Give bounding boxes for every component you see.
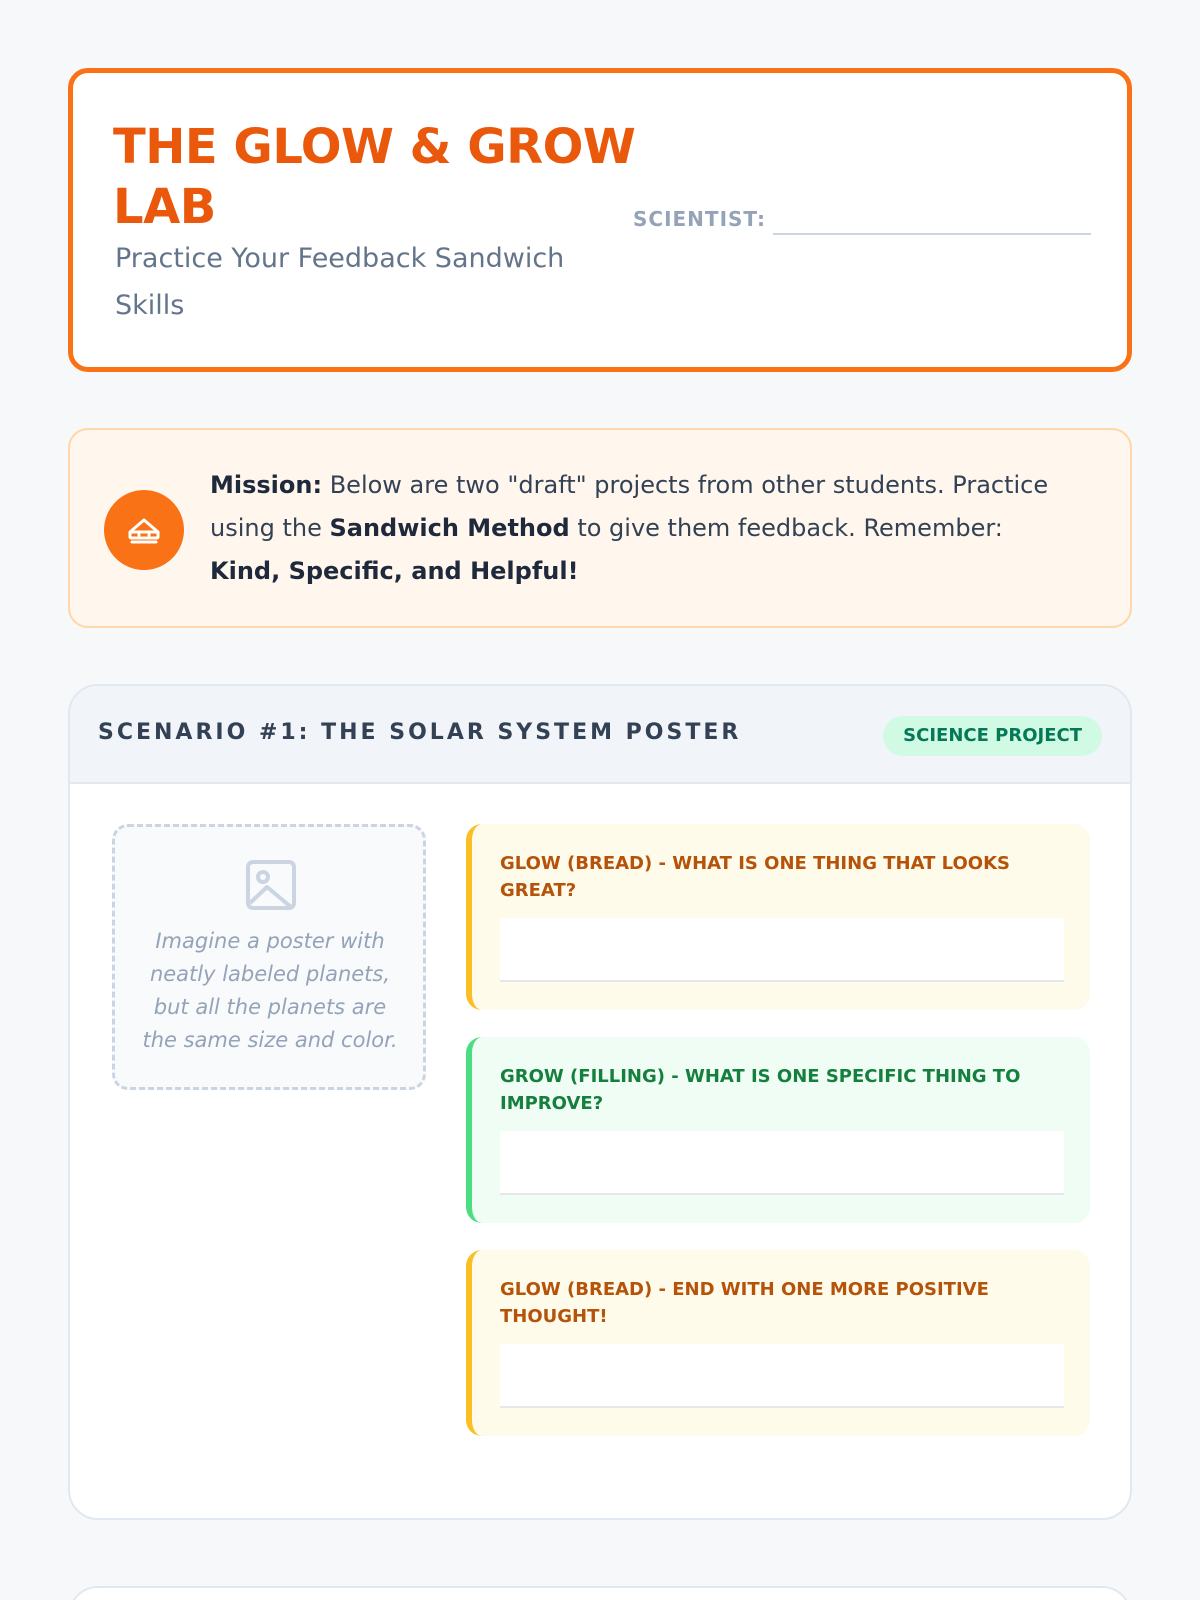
mission-method: Sandwich Method [329,514,570,542]
mission-body-2: to give them feedback. Remember: [569,514,1003,542]
grow-feedback-label: GROW (FILLING) - WHAT IS ONE SPECIFIC THING TO IMPROVE? [500,1066,1021,1114]
scenario-header [70,686,1130,784]
glow-closing-feedback-label: GLOW (BREAD) - END WITH ONE MORE POSITIVE THOUGHT! [500,1279,989,1327]
scenario-card [68,684,1132,1520]
mission-lead: Mission: [210,471,323,499]
scenario-title: SCENARIO #1: THE SOLAR SYSTEM POSTER [98,720,742,745]
glow-feedback-block [466,824,1090,1010]
mission-emphasis: Kind, Specific, and Helpful! [210,557,579,585]
glow-closing-feedback-block [466,1250,1090,1436]
poster-placeholder [112,824,426,1090]
scientist-label: SCIENTIST: [633,207,766,231]
glow-closing-feedback-input[interactable] [500,1344,1064,1408]
page-title: THE GLOW & GROW LAB [113,119,636,235]
placeholder-text: Imagine a poster with neatly labeled planets, but all the planets are the same size and color. [142,929,398,1052]
image-icon [245,859,297,911]
header-card [68,68,1132,372]
scenario-badge: SCIENCE PROJECT [883,716,1102,756]
grow-feedback-input[interactable] [500,1131,1064,1195]
glow-feedback-input[interactable] [500,918,1064,982]
mission-card [68,428,1132,628]
page-subtitle: Practice Your Feedback Sandwich Skills [115,243,565,321]
glow-feedback-label: GLOW (BREAD) - WHAT IS ONE THING THAT LOOKS GREAT? [500,853,1010,901]
mission-body-1: Below are two "draft" projects from other students. Practice using the [210,471,1049,542]
next-scenario-card [68,1586,1132,1600]
scientist-name-input[interactable] [773,233,1091,235]
sandwich-icon [104,490,184,570]
mission-text [210,464,1070,593]
grow-feedback-block [466,1037,1090,1223]
